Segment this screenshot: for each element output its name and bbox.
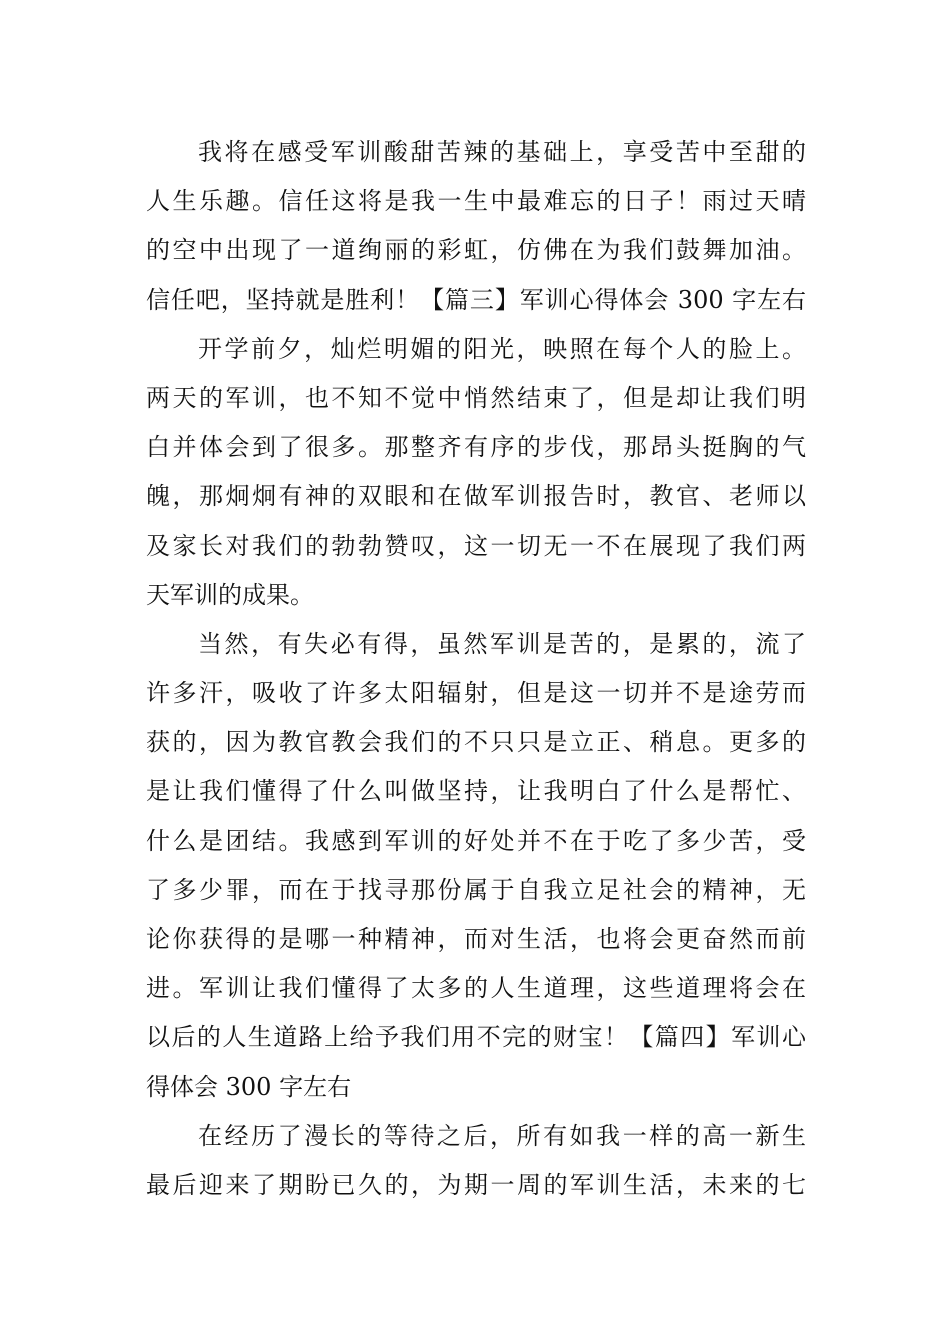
text-line: 当然，有失必有得，虽然军训是苦的，是累的，流了	[198, 629, 806, 658]
text-line: 开学前夕，灿烂明媚的阳光，映照在每个人的脸上。	[198, 334, 806, 363]
text-line: 许多汗，吸收了许多太阳辐射，但是这一切并不是途劳而	[146, 679, 806, 708]
text-line: 了多少罪，而在于找寻那份属于自我立足社会的精神，无	[146, 875, 806, 904]
text-line: 最后迎来了期盼已久的，为期一周的军训生活，未来的七	[146, 1170, 806, 1199]
text-line: 在经历了漫长的等待之后，所有如我一样的高一新生	[198, 1121, 806, 1150]
text-line: 得体会 300 字左右	[146, 1072, 352, 1101]
text-line: 及家长对我们的勃勃赞叹，这一切无一不在展现了我们两	[146, 531, 806, 560]
text-line: 人生乐趣。信任这将是我一生中最难忘的日子！雨过天晴	[146, 187, 806, 216]
text-line: 是让我们懂得了什么叫做坚持，让我明白了什么是帮忙、	[146, 777, 806, 806]
text-line: 两天的军训，也不知不觉中悄然结束了，但是却让我们明	[146, 383, 806, 412]
document-body	[146, 128, 806, 1210]
text-line: 我将在感受军训酸甜苦辣的基础上，享受苦中至甜的	[198, 138, 806, 166]
text-line: 魄，那炯炯有神的双眼和在做军训报告时，教官、老师以	[146, 482, 806, 511]
text-line: 白并体会到了很多。那整齐有序的步伐，那昂头挺胸的气	[146, 433, 806, 462]
text-line: 以后的人生道路上给予我们用不完的财宝！【篇四】军训心	[146, 1023, 806, 1052]
text-line: 论你获得的是哪一种精神，而对生活，也将会更奋然而前	[146, 925, 806, 953]
text-line: 的空中出现了一道绚丽的彩虹，仿佛在为我们鼓舞加油。	[146, 236, 806, 265]
text-line: 信任吧，坚持就是胜利！【篇三】军训心得体会 300 字左右	[146, 285, 806, 314]
text-line: 获的，因为教官教会我们的不只只是立正、稍息。更多的	[146, 728, 806, 757]
text-line: 什么是团结。我感到军训的好处并不在于吃了多少苦，受	[146, 826, 806, 855]
text-line: 天军训的成果。	[146, 580, 314, 609]
text-line: 进。军训让我们懂得了太多的人生道理，这些道理将会在	[146, 974, 806, 1003]
